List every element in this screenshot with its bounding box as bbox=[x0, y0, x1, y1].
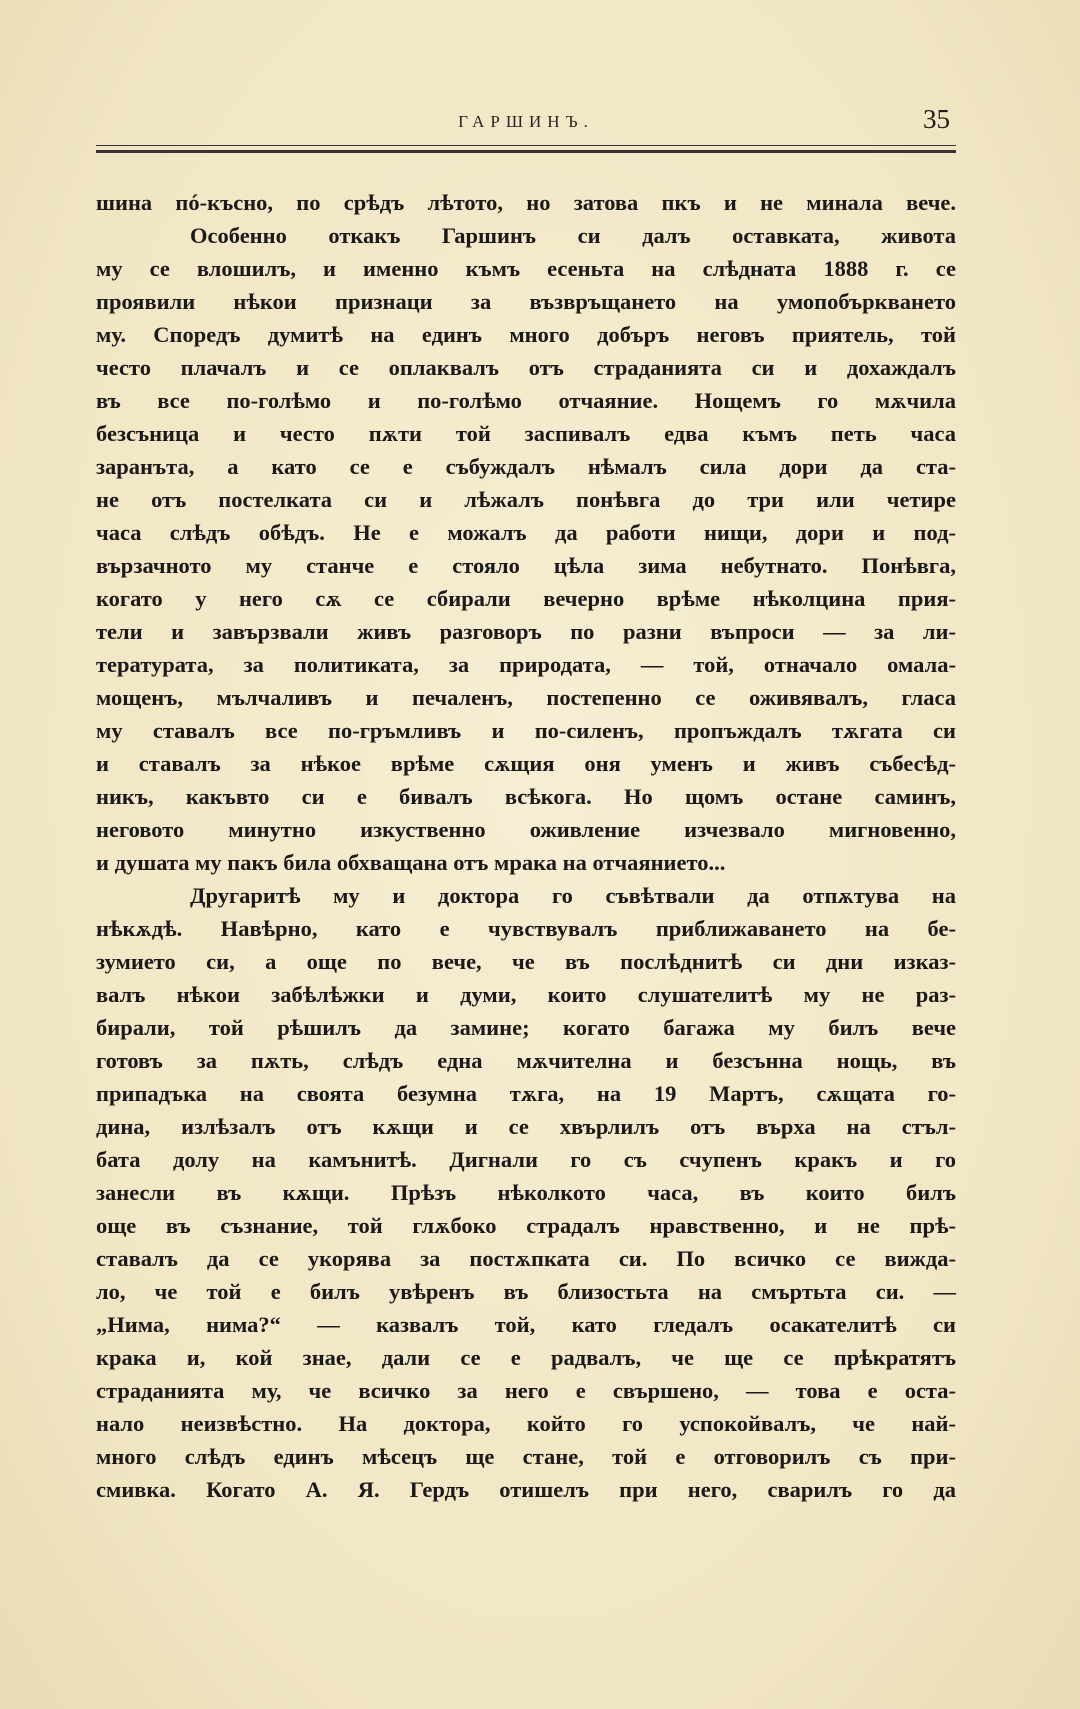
text-line: зумието си, а още по вече, че въ послѣднитѣ си дни изказ- bbox=[96, 949, 956, 974]
text-line: често плачалъ и се оплаквалъ отъ страданията си и дохаждалъ bbox=[96, 355, 956, 380]
text-line: не отъ постелката си и лѣжалъ понѣвга до три или четире bbox=[96, 487, 956, 512]
text-line: никъ, какъвто си е бивалъ всѣкога. Но щомъ остане саминъ, bbox=[96, 784, 956, 809]
text-line: много слѣдъ единъ мѣсецъ ще стане, той е отговорилъ съ при- bbox=[96, 1444, 956, 1469]
text-line: тературата, за политиката, за природата, — той, отначало омала- bbox=[96, 652, 956, 677]
body-text bbox=[96, 186, 956, 1506]
text-line: „Нима, нима?“ — казвалъ той, като гледалъ осакателитѣ си bbox=[96, 1312, 956, 1337]
text-line: бата долу на камънитѣ. Дигнали го съ счупенъ кракъ и го bbox=[96, 1147, 956, 1172]
text-line: когато у него сѫ се сбирали вечерно врѣме нѣколцина прия- bbox=[96, 586, 956, 611]
text-line: крака и, кой знае, дали се е радвалъ, че ще се прѣкратятъ bbox=[96, 1345, 956, 1370]
text-line: въ все по-голѣмо и по-голѣмо отчаяние. Нощемъ го мѫчила bbox=[96, 388, 956, 413]
header-rule-thick bbox=[96, 150, 956, 153]
text-line: и душата му пакъ била обхващана отъ мрака на отчаянието... bbox=[96, 850, 726, 875]
text-line: още въ съзнание, той глѫбоко страдалъ нравственно, и не прѣ- bbox=[96, 1213, 956, 1238]
text-line: нало неизвѣстно. На доктора, който го успокойвалъ, че най- bbox=[96, 1411, 956, 1436]
text-line: безсъница и често пѫти той заспивалъ едва къмъ петь часа bbox=[96, 421, 956, 446]
text-line: ставалъ да се укорява за постѫпката си. По всичко се вижда- bbox=[96, 1246, 956, 1271]
text-line: ло, че той е билъ увѣренъ въ близостьта на смъртьта си. — bbox=[96, 1279, 956, 1304]
text-line: смивка. Когато А. Я. Гердъ отишелъ при него, сварилъ го да bbox=[96, 1477, 956, 1502]
text-line: неговото минутно изкуственно оживление изчезвало мигновенно, bbox=[96, 817, 956, 842]
text-line: Особенно откакъ Гаршинъ си далъ оставката, живота bbox=[190, 223, 956, 248]
text-line: дина, излѣзалъ отъ кѫщи и се хвърлилъ отъ върха на стъл- bbox=[96, 1114, 956, 1139]
page-header bbox=[96, 100, 956, 144]
text-line: готовъ за пѫть, слѣдъ една мѫчителна и безсънна нощь, въ bbox=[96, 1048, 956, 1073]
text-line: часа слѣдъ обѣдъ. Не е можалъ да работи нищи, дори и под- bbox=[96, 520, 956, 545]
text-line: вързачното му станче е стояло цѣла зима небутнато. Понѣвга, bbox=[96, 553, 956, 578]
text-line: нѣкѫдѣ. Навѣрно, като е чувствувалъ приближаването на бе- bbox=[96, 916, 956, 941]
text-line: му. Споредъ думитѣ на единъ много добъръ неговъ приятель, той bbox=[96, 322, 956, 347]
text-line: мощенъ, мълчаливъ и печаленъ, постепенно се оживявалъ, гласа bbox=[96, 685, 956, 710]
running-title: ГАРШИНЪ. bbox=[458, 112, 594, 131]
text-line: припадъка на своята безумна тѫга, на 19 Мартъ, сѫщата го- bbox=[96, 1081, 956, 1106]
text-line: занесли въ кѫщи. Прѣзъ нѣколкото часа, въ които билъ bbox=[96, 1180, 956, 1205]
text-line: му се влошилъ, и именно къмъ есеньта на слѣдната 1888 г. се bbox=[96, 256, 956, 281]
text-line: му ставалъ все по-гръмливъ и по-силенъ, пропъждалъ тѫгата си bbox=[96, 718, 956, 743]
text-line: Другаритѣ му и доктора го съвѣтвали да отпѫтува на bbox=[190, 883, 956, 908]
text-line: и ставалъ за нѣкое врѣме сѫщия оня уменъ и живъ събесѣд- bbox=[96, 751, 956, 776]
text-line: бирали, той рѣшилъ да замине; когато багажа му билъ вече bbox=[96, 1015, 956, 1040]
text-line: страданията му, че всичко за него е свършено, — това е оста- bbox=[96, 1378, 956, 1403]
page-number: 35 bbox=[923, 104, 950, 134]
text-line: тели и завързвали живъ разговоръ по разни въпроси — за ли- bbox=[96, 619, 956, 644]
text-line: шина пó-късно, по срѣдъ лѣтото, но затова пкъ и не минала вече. bbox=[96, 190, 956, 215]
text-line: валъ нѣкои забѣлѣжки и думи, които слушателитѣ му не раз- bbox=[96, 982, 956, 1007]
text-line: проявили нѣкои признаци за възвръщането на умопобъркването bbox=[96, 289, 956, 314]
text-line: заранъта, а като се е събуждалъ нѣмалъ сила дори да ста- bbox=[96, 454, 956, 479]
header-rule-thin bbox=[96, 145, 956, 146]
